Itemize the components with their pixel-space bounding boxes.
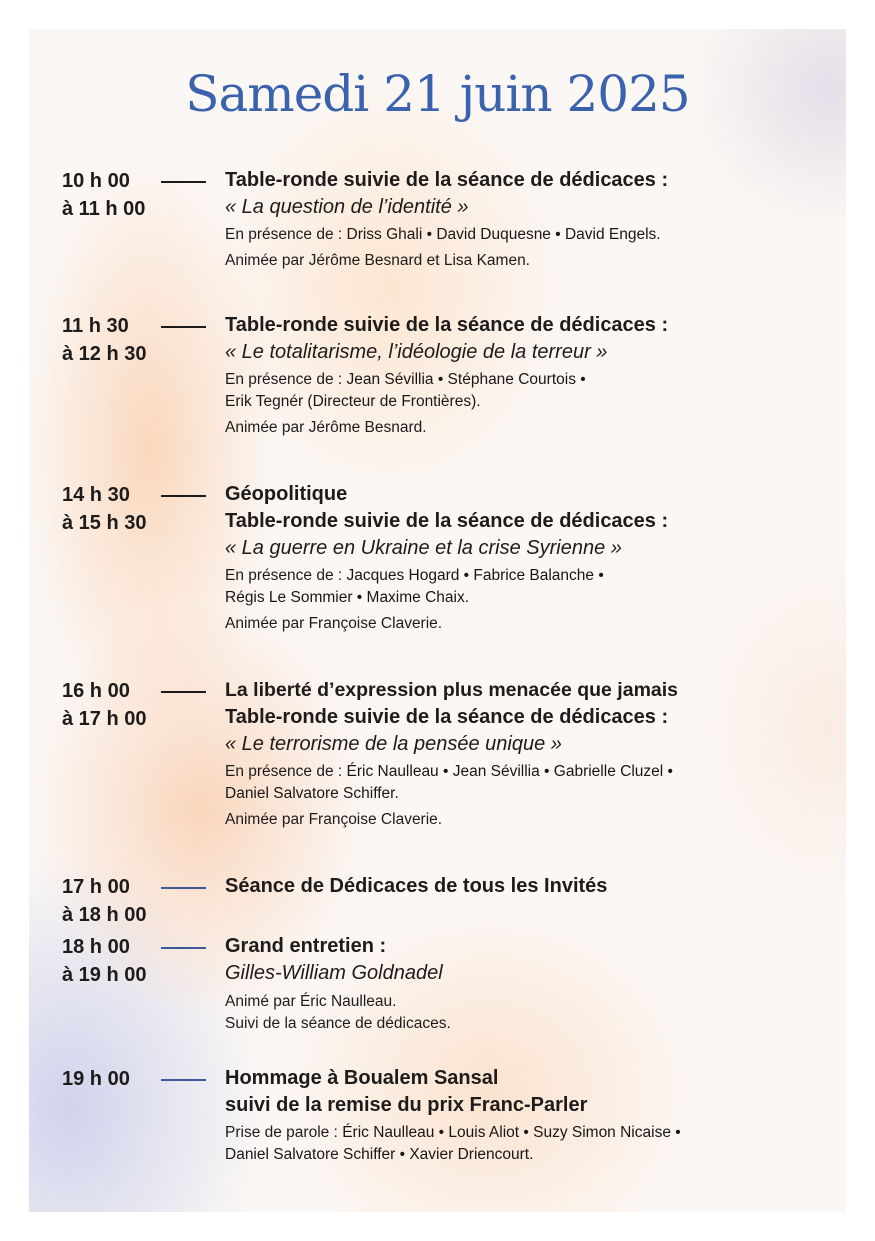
guests-names-cont: Régis Le Sommier • Maxime Chaix.	[225, 589, 470, 606]
speakers-label: Prise de parole :	[225, 1124, 343, 1141]
end-time: à 12 h 30	[62, 343, 147, 365]
event-subheading: Table-ronde suivie de la séance de dédicaces :	[225, 706, 669, 728]
dash-divider	[161, 947, 206, 949]
event-details	[225, 677, 845, 831]
guests-label: En présence de :	[225, 763, 347, 780]
event-host: Animée par Jérôme Besnard et Lisa Kamen.	[225, 252, 530, 269]
time-range	[62, 312, 147, 368]
event-subheading: suivi de la remise du prix Franc-Parler	[225, 1094, 588, 1116]
event-guests	[225, 369, 845, 413]
event-host: Animée par Françoise Claverie.	[225, 811, 443, 828]
dash-divider	[161, 326, 206, 328]
time-range	[62, 481, 147, 537]
guests-names: Jean Sévillia • Stéphane Courtois •	[346, 371, 586, 388]
end-time: à 17 h 00	[62, 708, 147, 730]
start-time: 16 h 00	[62, 680, 130, 702]
end-time: à 19 h 00	[62, 964, 147, 986]
dash-divider	[161, 691, 206, 693]
event-heading: Séance de Dédicaces de tous les Invités	[225, 875, 608, 897]
event-followup: Suivi de la séance de dédicaces.	[225, 1015, 451, 1032]
page-title: Samedi 21 juin 2025	[185, 65, 690, 123]
time-range	[62, 677, 147, 733]
event-details	[225, 933, 845, 1035]
dash-divider	[161, 1079, 206, 1081]
time-range	[62, 1065, 130, 1093]
event-theme: « Le totalitarisme, l’idéologie de la terreur »	[225, 341, 608, 363]
event-details	[225, 312, 845, 439]
guests-names: Driss Ghali • David Duquesne • David Engels.	[346, 226, 661, 243]
end-time: à 18 h 00	[62, 904, 147, 926]
event-guest: Gilles-William Goldnadel	[225, 962, 443, 984]
speakers-names: Éric Naulleau • Louis Aliot • Suzy Simon Nicaise •	[342, 1124, 681, 1141]
start-time: 18 h 00	[62, 936, 130, 958]
guests-names-cont: Daniel Salvatore Schiffer.	[225, 785, 399, 802]
speakers-names-cont: Daniel Salvatore Schiffer • Xavier Driencourt.	[225, 1146, 534, 1163]
event-heading: Géopolitique	[225, 483, 348, 505]
start-time: 19 h 00	[62, 1068, 130, 1090]
guests-label: En présence de :	[225, 226, 347, 243]
event-details	[225, 481, 845, 635]
dash-divider	[161, 495, 206, 497]
program-card	[29, 29, 846, 1212]
event-guests	[225, 761, 845, 805]
guests-names: Jacques Hogard • Fabrice Balanche •	[346, 567, 604, 584]
event-subheading: Table-ronde suivie de la séance de dédicaces :	[225, 510, 669, 532]
guests-names-cont: Erik Tegnér (Directeur de Frontières).	[225, 393, 481, 410]
guests-label: En présence de :	[225, 371, 347, 388]
event-speakers	[225, 1122, 845, 1166]
start-time: 14 h 30	[62, 484, 130, 506]
end-time: à 15 h 30	[62, 512, 147, 534]
event-heading: Hommage à Boualem Sansal	[225, 1067, 499, 1089]
event-details	[225, 167, 845, 272]
guests-label: En présence de :	[225, 567, 347, 584]
event-guests	[225, 224, 845, 246]
time-range	[62, 167, 145, 223]
time-range	[62, 933, 147, 989]
guests-names: Éric Naulleau • Jean Sévillia • Gabrielle Cluzel •	[346, 763, 673, 780]
event-guests	[225, 565, 845, 609]
event-subheading: Table-ronde suivie de la séance de dédicaces :	[225, 169, 669, 191]
event-subheading: Table-ronde suivie de la séance de dédicaces :	[225, 314, 669, 336]
event-details	[225, 1065, 845, 1166]
start-time: 11 h 30	[62, 315, 129, 337]
dash-divider	[161, 887, 206, 889]
event-heading: La liberté d’expression plus menacée que jamais	[225, 679, 679, 701]
event-host: Animé par Éric Naulleau.	[225, 993, 397, 1010]
event-details	[225, 873, 845, 900]
event-host: Animée par Françoise Claverie.	[225, 615, 443, 632]
event-theme: « La question de l’identité »	[225, 196, 469, 218]
event-theme: « Le terrorisme de la pensée unique »	[225, 733, 562, 755]
start-time: 10 h 00	[62, 170, 130, 192]
time-range	[62, 873, 147, 929]
end-time: à 11 h 00	[62, 198, 146, 220]
dash-divider	[161, 181, 206, 183]
event-host: Animée par Jérôme Besnard.	[225, 419, 427, 436]
start-time: 17 h 00	[62, 876, 130, 898]
event-heading: Grand entretien :	[225, 935, 387, 957]
event-theme: « La guerre en Ukraine et la crise Syrienne »	[225, 537, 622, 559]
